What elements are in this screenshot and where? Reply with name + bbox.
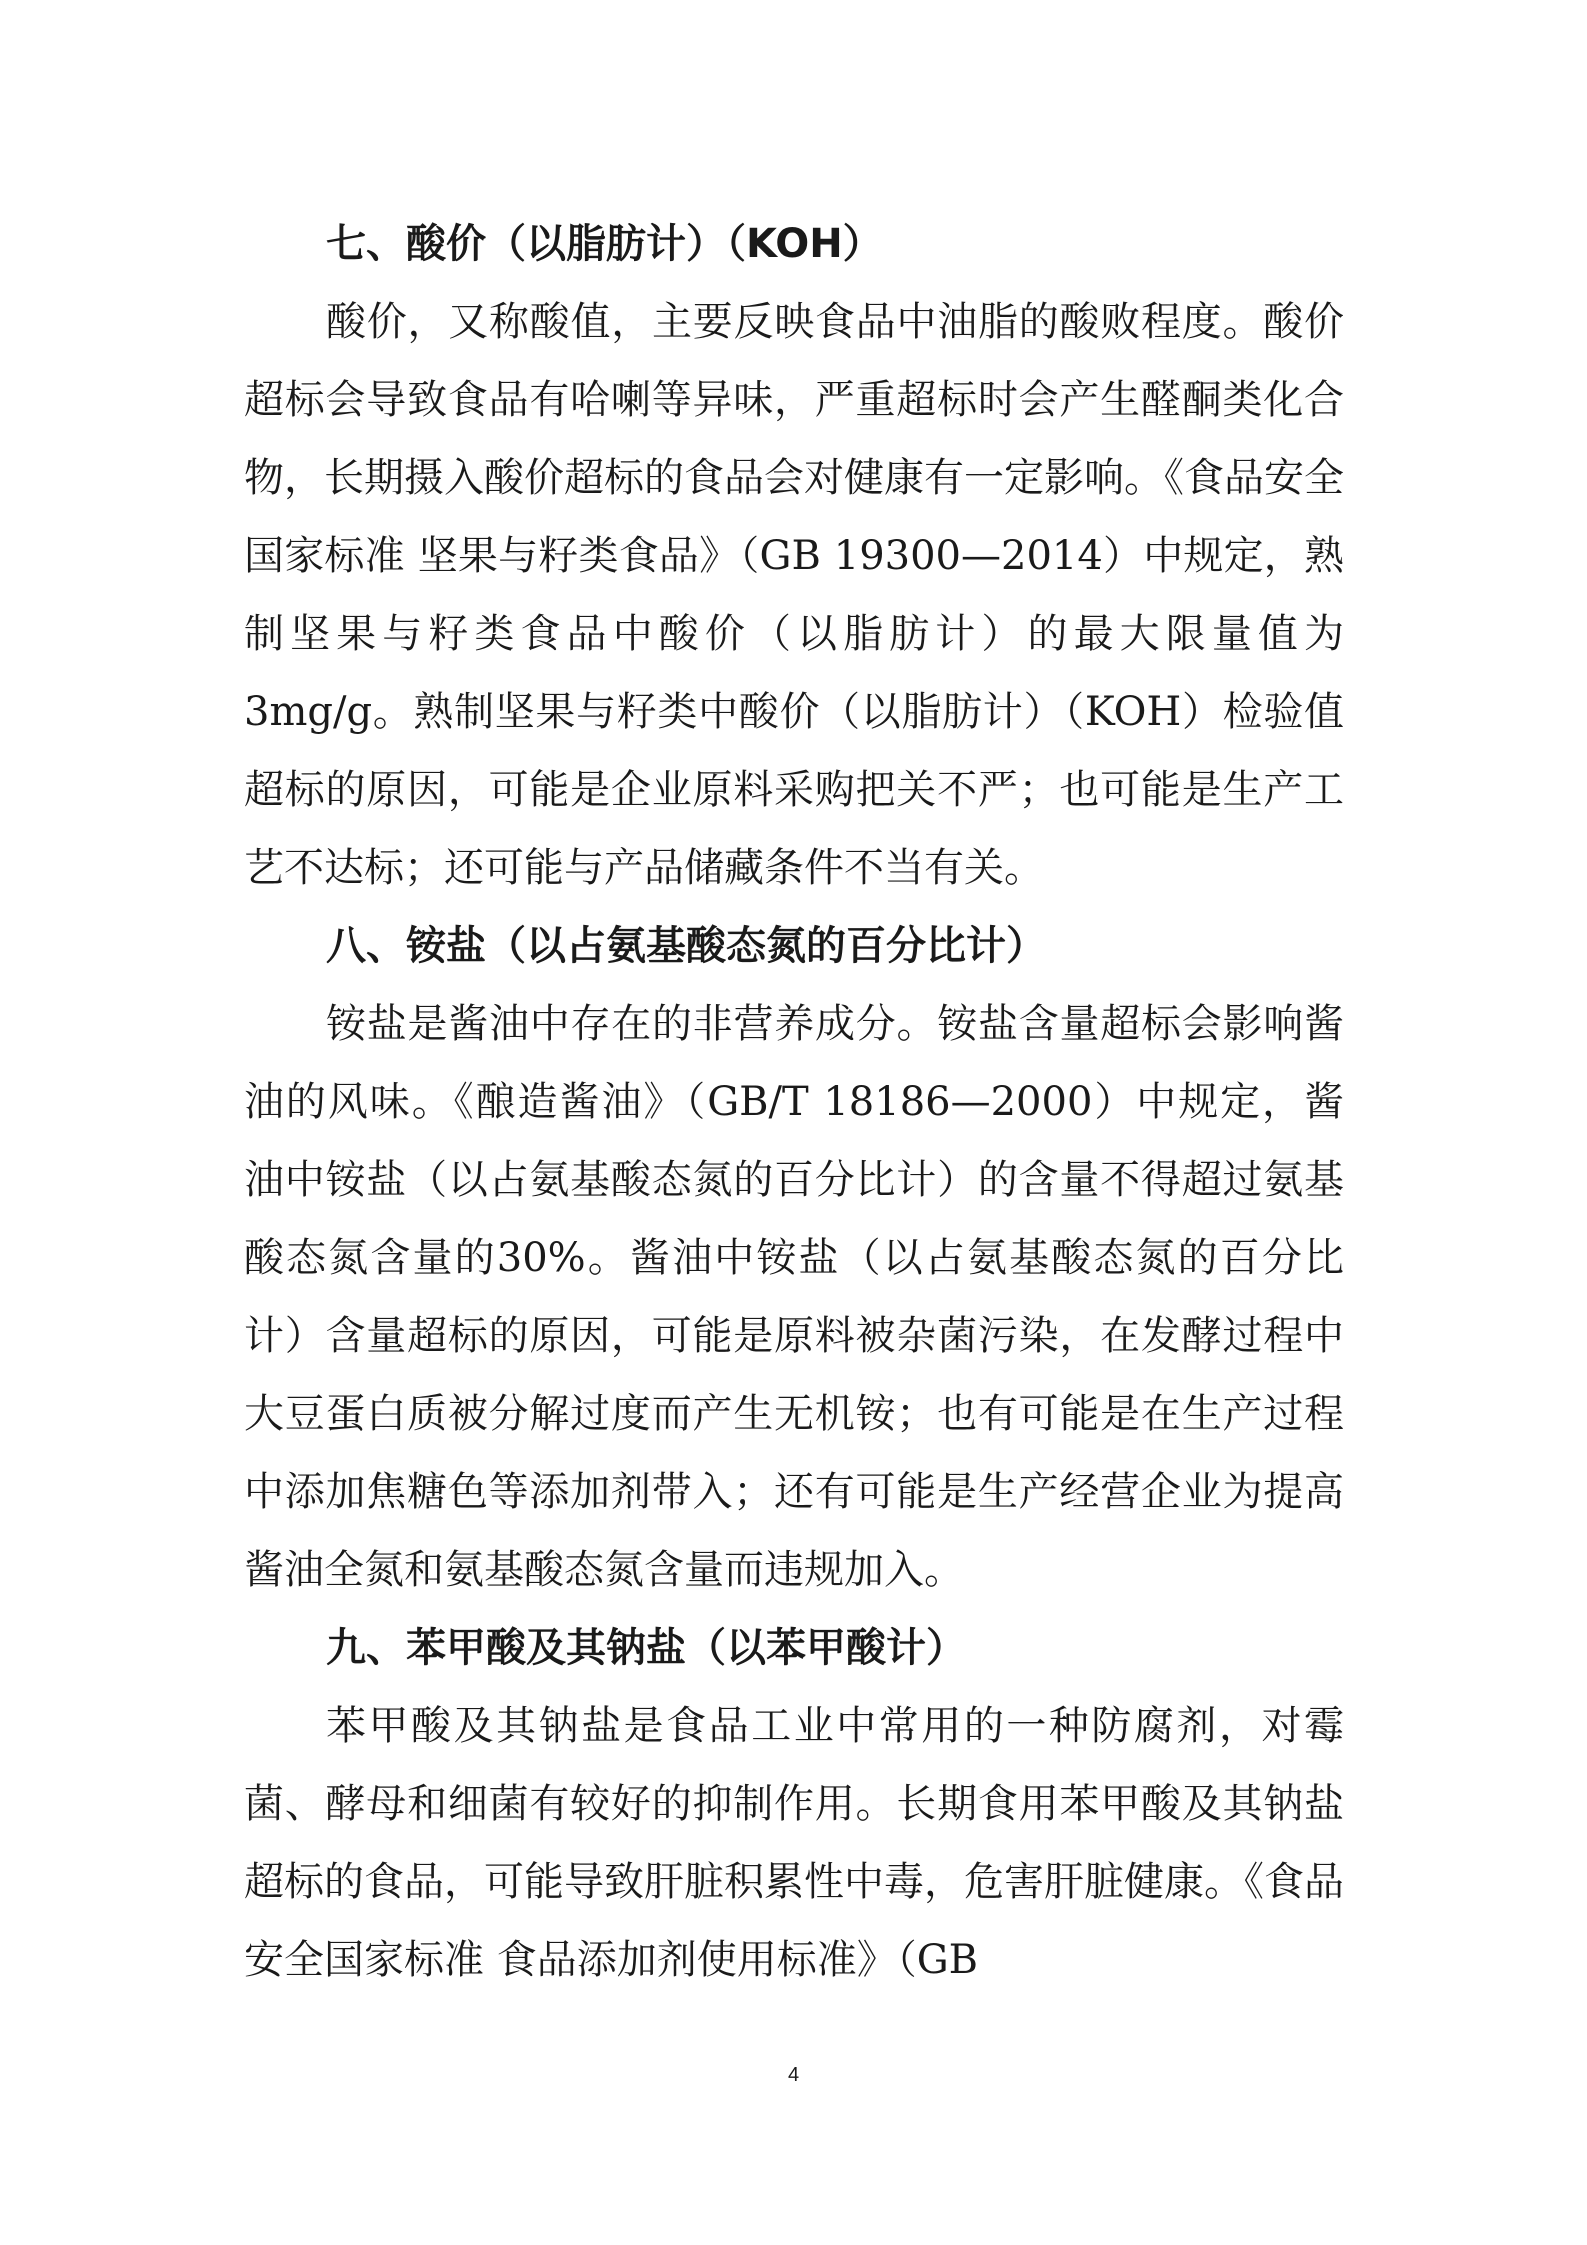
section-9-paragraph: 苯甲酸及其钠盐是食品工业中常用的一种防腐剂，对霉菌、酵母和细菌有较好的抑制作用。长期食用苯甲酸及其钠盐超标的食品，可能导致肝脏积累性中毒，危害肝脏健康。《食品安全国家标准 食品添加剂使用标准》（GB <box>244 1703 1344 1983</box>
document-body <box>244 205 1344 1999</box>
section-8-heading: 八、铵盐（以占氨基酸态氮的百分比计） <box>326 923 1046 969</box>
section-7-heading: 七、酸价（以脂肪计）（KOH） <box>326 221 883 267</box>
section-7-paragraph: 酸价，又称酸值，主要反映食品中油脂的酸败程度。酸价超标会导致食品有哈喇等异味，严重超标时会产生醛酮类化合物，长期摄入酸价超标的食品会对健康有一定影响。《食品安全国家标准 坚果与籽类食品》（GB 19300—2014）中规定，熟制坚果与籽类食品中酸价（以脂肪计）的最大限量值为3mg/g。熟制坚果与籽类中酸价（以脂肪计）（KOH）检验值超标的原因，可能是企业原料采购把关不严；也可能是生产工艺不达标；还可能与产品储藏条件不当有关。 <box>244 299 1344 891</box>
page-number: 4 <box>787 2064 800 2086</box>
section-8-paragraph: 铵盐是酱油中存在的非营养成分。铵盐含量超标会影响酱油的风味。《酿造酱油》（GB/T 18186—2000）中规定，酱油中铵盐（以占氨基酸态氮的百分比计）的含量不得超过氨基酸态氮含量的30%。酱油中铵盐（以占氨基酸态氮的百分比计）含量超标的原因，可能是原料被杂菌污染，在发酵过程中大豆蛋白质被分解过度而产生无机铵；也有可能是在生产过程中添加焦糖色等添加剂带入；还有可能是生产经营企业为提高酱油全氮和氨基酸态氮含量而违规加入。 <box>244 1001 1344 1593</box>
section-9-heading: 九、苯甲酸及其钠盐（以苯甲酸计） <box>326 1625 966 1671</box>
